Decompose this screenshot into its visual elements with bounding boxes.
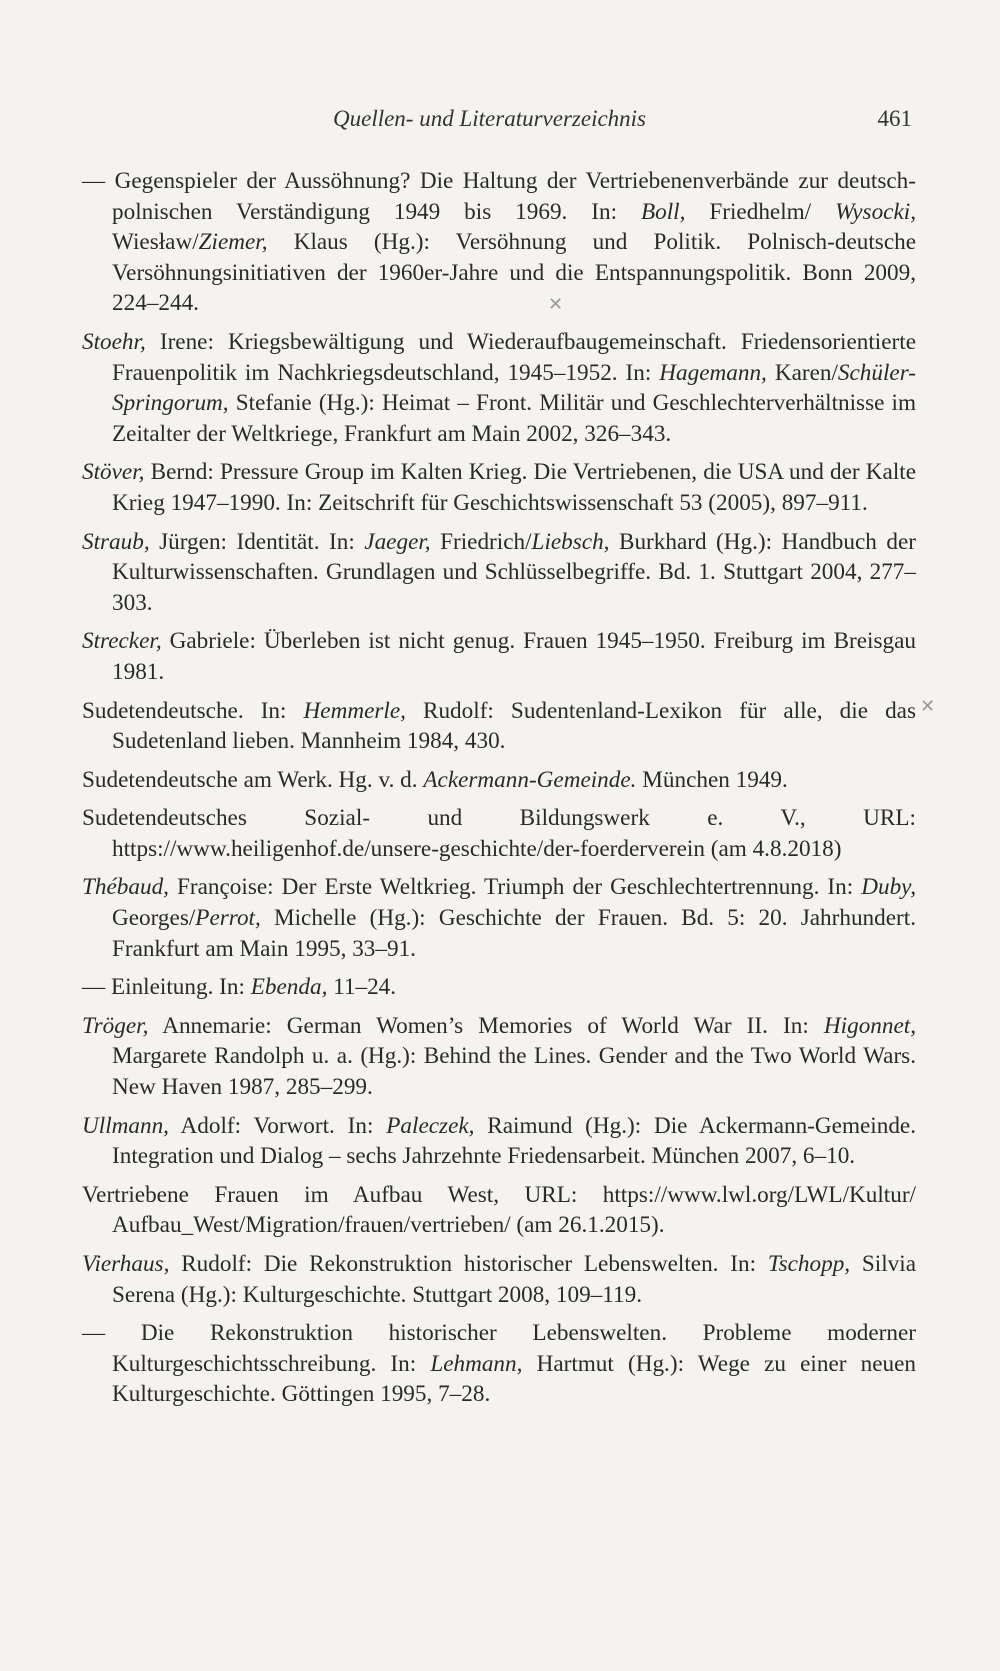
author-or-editor-name: Thébaud, (82, 874, 169, 901)
entry-text: Rudolf: Sudentenland-Lexikon für alle, die das Sudetenland lieben. Mannheim 1984, 430. (112, 697, 916, 755)
entry-text: Sudetendeutsches Sozial- und Bildungswerk e. V., URL: https://www.heiligenhof.de/unsere-geschichte/der-foerderverein (am 4.8.2018) (82, 805, 916, 862)
author-or-editor-name: Paleczek, (386, 1112, 475, 1139)
author-or-editor-name: Wysocki, (835, 198, 916, 225)
entry-text: Stefanie (Hg.): Heimat – Front. Militär und Geschlechterverhältnisse im Zeitalter der Weltkriege, Frankfurt am Main 2002, 326–343. (112, 390, 916, 447)
bibliography-entry (82, 1011, 916, 1103)
entry-text: Sudetendeutsche am Werk. Hg. v. d. (82, 766, 424, 793)
author-or-editor-name: Stöver, (82, 459, 145, 486)
bibliography-entry (82, 1249, 916, 1310)
author-or-editor-name: Higonnet, (823, 1012, 916, 1039)
entry-text: Annemarie: German Women’s Memories of World War II. In: (148, 1012, 824, 1039)
author-or-editor-name: Hagemann, (659, 359, 767, 386)
pencil-check-mark-icon: ✕ (920, 696, 936, 716)
entry-text: — Gegenspieler der Aussöhnung? Die Haltung der Vertriebenenverbände zur deutsch-polnischen Verständigung 1949 bis 1969. In: (82, 168, 916, 225)
entry-text: Rudolf: Die Rekonstruktion historischer Lebenswelten. In: (169, 1251, 768, 1277)
entry-text: Karen/ (766, 359, 838, 386)
bibliography-entry (82, 1318, 916, 1410)
author-or-editor-name: Tröger, (82, 1012, 149, 1039)
page-title: Quellen- und Literaturverzeichnis (333, 106, 647, 131)
entry-text: Friedhelm/ (685, 198, 836, 225)
entry-text: Silvia Serena (Hg.): Kulturgeschichte. Stuttgart 2008, 109–119. (112, 1251, 917, 1308)
pencil-check-mark-icon: ✕ (548, 294, 564, 314)
entry-text: Irene: Kriegsbewältigung und Wiederaufbaugemeinschaft. Friedensorientierte Frauenpolitik im Nachkriegsdeutschland, 1945–1952. In: (112, 328, 916, 386)
entry-text: Raimund (Hg.): Die Ackermann-Gemeinde. Integration und Dialog – sechs Jahrzehnte Friedensarbeit. München 2007, 6–10. (112, 1112, 916, 1170)
author-or-editor-name: Strecker, (82, 628, 162, 655)
entry-text: Georges/ (112, 905, 196, 932)
bibliography-entry (82, 1111, 916, 1172)
bibliography-entry (82, 327, 916, 449)
bibliography-entry (82, 457, 916, 518)
author-or-editor-name: Liebsch, (531, 528, 610, 555)
entry-text: Klaus (Hg.): Versöhnung und Politik. Polnisch-deutsche Versöhnungsinitiativen der 1960er-Jahre und die Entspannungspolitik. Bonn 2009, 224–244. (112, 229, 916, 317)
author-or-editor-name: Ziemer, (198, 229, 268, 256)
author-or-editor-name: Duby, (861, 874, 916, 901)
bibliography-entry (82, 1180, 916, 1241)
bibliography-entry (82, 803, 916, 864)
bibliography-entry (82, 696, 916, 757)
author-or-editor-name: Ackermann-Gemeinde. (423, 766, 637, 793)
author-or-editor-name: Ebenda, (250, 974, 328, 1001)
entry-text: Adolf: Vorwort. In: (168, 1112, 387, 1139)
entry-text: — Die Rekonstruktion historischer Lebenswelten. Probleme moderner Kulturgeschichtsschreibung. In: (82, 1320, 916, 1377)
running-header (0, 106, 1000, 140)
entry-text: München 1949. (636, 766, 788, 793)
author-or-editor-name: Lehmann, (430, 1350, 523, 1377)
bibliography-entry (82, 765, 916, 796)
author-or-editor-name: Jaeger, (364, 528, 431, 555)
bibliography-entry (82, 626, 916, 687)
entry-text: — Einleitung. In: (82, 974, 251, 1001)
page-number: 461 (877, 106, 912, 131)
entry-text: Bernd: Pressure Group im Kalten Krieg. Die Vertriebenen, die USA und der Kalte Krieg 1947–1990. In: Zeitschrift für Geschichtswissenschaft 53 (2005), 897–911. (112, 459, 916, 516)
entry-text: Jürgen: Identität. In: (149, 528, 365, 555)
author-or-editor-name: Hemmerle, (303, 697, 406, 724)
author-or-editor-name: Boll, (640, 198, 686, 225)
author-or-editor-name: Stoehr, (82, 328, 146, 355)
bibliography-entry (82, 872, 916, 964)
entry-text: Françoise: Der Erste Weltkrieg. Triumph der Geschlechtertrennung. In: (168, 874, 862, 901)
bibliography-entry (82, 527, 916, 619)
entry-text: Hartmut (Hg.): Wege zu einer neuen Kulturgeschichte. Göttingen 1995, 7–28. (112, 1350, 916, 1408)
author-or-editor-name: Tschopp, (767, 1251, 851, 1277)
author-or-editor-name: Straub, (82, 528, 150, 555)
bibliography-entry (82, 972, 916, 1003)
entry-text: Sudetendeutsche. In: (82, 697, 304, 724)
bibliography-list (82, 166, 916, 1410)
author-or-editor-name: Perrot, (195, 905, 261, 932)
bibliography-entry (82, 166, 916, 319)
entry-text: Michelle (Hg.): Geschichte der Frauen. Bd. 5: 20. Jahrhundert. Frankfurt am Main 1995, 33–91. (112, 905, 916, 962)
entry-text: Margarete Randolph u. a. (Hg.): Behind the Lines. Gender and the Two World Wars. New Haven 1987, 285–299. (112, 1043, 916, 1101)
entry-text: Friedrich/ (430, 528, 532, 555)
entry-text: Wiesław/ (112, 229, 199, 256)
author-or-editor-name: Ullmann, (82, 1112, 169, 1139)
author-or-editor-name: Vierhaus, (82, 1251, 170, 1277)
entry-text: 11–24. (327, 974, 397, 1001)
entry-text: Gabriele: Überleben ist nicht genug. Frauen 1945–1950. Freiburg im Breisgau 1981. (112, 628, 916, 685)
entry-text: Vertriebene Frauen im Aufbau West, URL: https://www.lwl.org/LWL/Kultur/ Aufbau_West/Migration/frauen/vertrieben/ (am 26.1.2015). (82, 1181, 916, 1239)
entry-text: Burkhard (Hg.): Handbuch der Kulturwissenschaften. Grundlagen und Schlüsselbegriffe. Bd. 1. Stuttgart 2004, 277–303. (112, 528, 916, 616)
author-or-editor-name: Schüler-Springorum, (112, 359, 917, 417)
